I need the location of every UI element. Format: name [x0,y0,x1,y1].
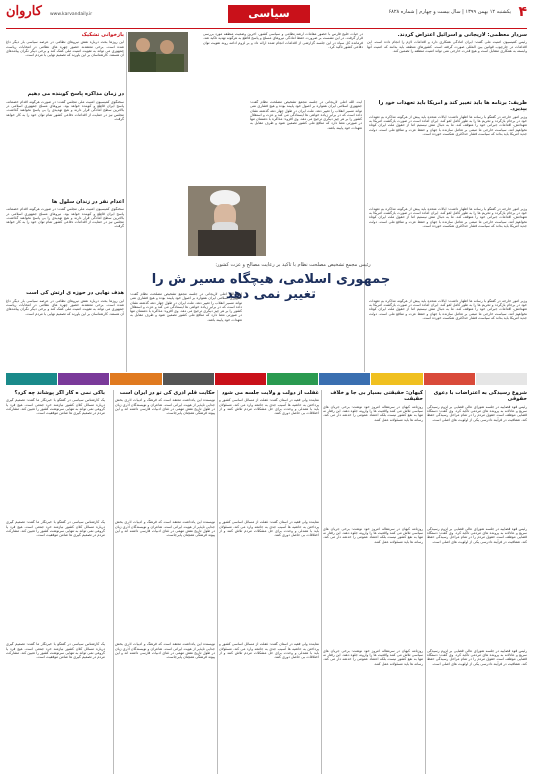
article-body: آیت الله آملی لاریجانی در جلسه مجمع تشخیص مصلحت نظام گفت: جمهوری اسلامی ایران همواره بر اصول خود پایبند بوده و هیچ فشاری نمی تواند مسیر انقلاب را تغییر دهد. ملت ایران در طول چهار دهه گذشته نشان داده است که در برابر زیاده خواهی ها ایستادگی می کند و عزت و استقلال کشور را بر هر چیز دیگری ترجیح می دهد. وی افزود: مذاکره با دشمنان تنها در صورتی معنا دارد که منافع ملی کشور تضمین شود و طرف مقابل به تعهدات خود پایبند باشد. [250,100,362,130]
article-subtitle: هدف نهایی در حوزه ی ارتش کی است [26,290,124,297]
article-body: رئیس کمیسیون امنیت ملی گفت: ایران آمادگی همکاری دارد و اقدامات لازم را انجام داده است. این اقدامات در چارچوب قوانین بین المللی صورت گرفته است. کشورهای منطقه باید بدانند که امنیت آنها وابسته به همکاری متقابل است و هیچ قدرت خارجی نمی تواند امنیت منطقه را تضمین کند. [367,40,527,53]
article-title: شروع رسیدگی به اعتراضات با دعوی حقوقی [433,390,527,403]
article-body: آیت الله آملی لاریجانی در جلسه مجمع تشخیص مصلحت نظام گفت: جمهوری اسلامی ایران همواره بر اصول خود پایبند بوده و هیچ فشاری نمی تواند مسیر انقلاب را تغییر دهد. ملت ایران در طول چهار دهه گذشته نشان داده است که در برابر زیاده خواهی ها ایستادگی می کند و عزت و استقلال کشور را بر هر چیز دیگری ترجیح می دهد. وی افزود: مذاکره با دشمنان تنها در صورتی معنا دارد که منافع ملی کشور تضمین شود و طرف مقابل به تعهدات خود پایبند باشد. [130,292,242,322]
article-body: نماینده ولی فقیه در استان گفت: غفلت از مسائل اساسی کشور و پرداختن به حاشیه ها آسیب جدی به جامعه وارد می کند. مسئولان باید با همدلی و وحدت برای حل مشکلات مردم تلاش کنند و از اختلافات بی حاصل دوری کنند. [219,642,319,660]
photo-official-portrait [188,186,266,256]
ad-banner[interactable] [215,373,266,385]
photo-officials [128,32,188,72]
section-title: سیاسی [228,5,310,23]
article-bottom-4 [115,390,215,774]
article-bottom-3 [219,390,319,774]
article-body: رئیس قوه قضاییه در جلسه شورای عالی قضایی بر لزوم رسیدگی سریع و عادلانه به پرونده های مردمی تاکید کرد. وی گفت: دستگاه قضایی موظف است حقوق مردم را در تمام مراحل رسیدگی حفظ کند. شفافیت در فرآیند دادرسی یکی از اولویت های اصلی است. [427,526,527,544]
article-bottom-5 [6,390,105,774]
article-left [6,32,124,372]
ad-strip [6,373,527,385]
article-body: وزیر امور خارجه در گفتگو با رسانه ها اظهار داشت: ایالات متحده باید پیش از هرگونه مذاکره به تعهدات خود در برجام بازگردد و تحریم ها را به طور کامل لغو کند. ایران آماده است در صورت بازگشت آمریکا به تعهداتش، اقدامات جبرانی خود را متوقف کند. ما به دنبال تنش نیستیم اما از حقوق ملت ایران کوتاه نخواهیم آمد. سیاست خارجی ما مبتنی بر تعامل سازنده با جهان و حفظ عزت و منافع ملی است. دولت جدید آمریکا باید بداند که سیاست فشار حداکثری شکست خورده است. [369,206,527,228]
ad-banner[interactable] [6,373,57,385]
article-title: کیهان: حقیقتی بسیار بی جا و خلاف حقیقت [330,390,423,403]
article-body: سخنگوی کمیسیون امنیت ملی مجلس گفت: در صورت هرگونه اقدام خصمانه، پاسخ ایران قاطع و کوبنده خواهد بود. نیروهای مسلح جمهوری اسلامی در بالاترین سطح آمادگی قرار دارند و هیچ تهدیدی را بی پاسخ نخواهند گذاشت. مجلس نیز در حمایت از اقدامات دفاعی کشور تمام توان خود را به کار خواهد گرفت. [6,99,124,121]
ad-banner[interactable] [319,373,370,385]
headline-body-right [250,100,362,372]
article-body: رئیس قوه قضاییه در جلسه شورای عالی قضایی بر لزوم رسیدگی سریع و عادلانه به پرونده های مردمی تاکید کرد. وی گفت: دستگاه قضایی موظف است حقوق مردم را در تمام مراحل رسیدگی حفظ کند. شفافیت در فرآیند دادرسی یکی از اولویت های اصلی است. [427,648,527,666]
article-body: روزنامه کیهان در سرمقاله امروز خود نوشت: برخی جریان های سیاسی تلاش می کنند واقعیت ها را وارونه جلوه دهند. این رفتار نه تنها به نفع کشور نیست بلکه اعتماد عمومی را خدشه دار می کند. رسانه ها باید مسئولانه عمل کنند. [323,648,423,666]
headline-kicker: رئیس مجمع تشخیص مصلحت نظام با تاکید بر رعایت مصالح و عزت کشور: [215,262,371,268]
article-body: این روزها بحث درباره نقش نیروهای نظامی در عرصه سیاسی بار دیگر داغ شده است. برخی معتقدند حضور چهره های نظامی در انتخابات ریاست جمهوری می تواند به تقویت امنیت ملی کمک کند و برخی دیگر نگران پیامدهای آن هستند. کارشناسان بر این باورند که تصمیم نهایی با مردم است. [6,298,124,316]
headline-body-left [130,292,242,372]
newspaper-logo: کاروان [6,4,42,19]
article-body: نویسنده این یادداشت معتقد است که فرهنگ و ادبیات آذری بخش جدایی ناپذیر از هویت ایرانی است. شاعران و نویسندگان آذری زبان در طول تاریخ نقش مهمی در غنای ادبیات فارسی داشته اند و این پیوند فرهنگی همچنان پابرجاست. [115,398,215,416]
article-title: باکی نمی ه کار اگر پوشاند چه کرد؟ [14,390,105,396]
article-body: وزیر امور خارجه در گفتگو با رسانه ها اظهار داشت: ایالات متحده باید پیش از هرگونه مذاکره به تعهدات خود در برجام بازگردد و تحریم ها را به طور کامل لغو کند. ایران آماده است در صورت بازگشت آمریکا به تعهداتش، اقدامات جبرانی خود را متوقف کند. ما به دنبال تنش نیستیم اما از حقوق ملت ایران کوتاه نخواهیم آمد. سیاست خارجی ما مبتنی بر تعامل سازنده با جهان و حفظ عزت و منافع ملی است. دولت جدید آمریکا باید بداند که سیاست فشار حداکثری شکست خورده است. [369,114,527,136]
page-number: ۴ [518,4,527,20]
article-subtitle: اعدام نفر در زندان سلول ها [51,198,124,205]
article-body: یک کارشناس سیاسی در گفتگو با خبرنگار ما گفت: تصمیم گیری درباره مسائل کلان کشور نیازمند خرد جمعی است. هیچ فرد یا گروهی نمی تواند به تنهایی سرنوشت کشور را تعیین کند. مشارکت مردم در تصمیم گیری ها ضامن موفقیت است. [6,398,105,416]
article-body: سخنگوی کمیسیون امنیت ملی مجلس گفت: در صورت هرگونه اقدام خصمانه، پاسخ ایران قاطع و کوبنده خواهد بود. نیروهای مسلح جمهوری اسلامی در بالاترین سطح آمادگی قرار دارند و هیچ تهدیدی را بی پاسخ نخواهند گذاشت. مجلس نیز در حمایت از اقدامات دفاعی کشور تمام توان خود را به کار خواهد گرفت. [6,207,124,229]
main-headline: جمهوری اسلامی، هیچگاه مسیر ش را تغییر نمی دهد [151,272,391,302]
ad-banner[interactable] [424,373,475,385]
article-top-right [367,32,527,94]
article-bottom-2 [323,390,423,774]
article-body: یک کارشناس سیاسی در گفتگو با خبرنگار ما گفت: تصمیم گیری درباره مسائل کلان کشور نیازمند خرد جمعی است. هیچ فرد یا گروهی نمی تواند به تنهایی سرنوشت کشور را تعیین کند. مشارکت مردم در تصمیم گیری ها ضامن موفقیت است. [6,642,105,660]
article-body: نماینده ولی فقیه در استان گفت: غفلت از مسائل اساسی کشور و پرداختن به حاشیه ها آسیب جدی به جامعه وارد می کند. مسئولان باید با همدلی و وحدت برای حل مشکلات مردم تلاش کنند و از اختلافات بی حاصل دوری کنند. [219,520,319,538]
article-title: در زمان مذاکره پاسخ کوبنده می دهیم [27,91,124,98]
ad-banner[interactable] [267,373,318,385]
column-divider [217,390,218,774]
article-right [369,100,527,372]
column-divider [126,32,127,372]
column-divider [321,390,322,774]
column-divider [425,390,426,774]
article-body: روزنامه کیهان در سرمقاله امروز خود نوشت: برخی جریان های سیاسی تلاش می کنند واقعیت ها را وارونه جلوه دهند. این رفتار نه تنها به نفع کشور نیست بلکه اعتماد عمومی را خدشه دار می کند. رسانه ها باید مسئولانه عمل کنند. [323,526,423,544]
article-body: در حیات خلیج فارس با حضور مقامات ارشد نظامی و سیاسی کشور، آخرین وضعیت منطقه مورد بررسی قرار گرفت. در این نشست بر ضرورت حفظ آمادگی نیروهای مسلح و پاسخ قاطع به هرگونه تهدید تاکید شد. فرمانده کل سپاه در این جلسه گزارشی از اقدامات انجام شده ارائه داد و بر لزوم ادامه روند تقویت توان دفاعی کشور تاکید کرد. [203,32,363,49]
page-header [6,4,527,28]
ad-banner[interactable] [58,373,109,385]
article-title: سردار معظمی: لاریجانی و اسرائیل اعتراض کردند. [397,32,527,38]
column-divider [364,100,365,372]
ad-banner[interactable] [371,373,422,385]
article-bottom-1 [427,390,527,774]
date-line: یکشنبه ۱۲ بهمن ۱۳۹۹ | سال بیست و چهارم | شماره ۶۸۲۸ [388,9,511,15]
article-title: ظریف: برنامه ها باید تغییر کند و آمریکا باید تعهدات خود را بپذیرد. [378,100,527,113]
ad-banner[interactable] [163,373,214,385]
article-title: حکایت قلم آذری کی تو در ایران است [119,390,215,396]
column-divider [113,390,114,774]
article-body: وزیر امور خارجه در گفتگو با رسانه ها اظهار داشت: ایالات متحده باید پیش از هرگونه مذاکره به تعهدات خود در برجام بازگردد و تحریم ها را به طور کامل لغو کند. ایران آماده است در صورت بازگشت آمریکا به تعهداتش، اقدامات جبرانی خود را متوقف کند. ما به دنبال تنش نیستیم اما از حقوق ملت ایران کوتاه نخواهیم آمد. سیاست خارجی ما مبتنی بر تعامل سازنده با جهان و حفظ عزت و منافع ملی است. دولت جدید آمریکا باید بداند که سیاست فشار حداکثری شکست خورده است. [369,298,527,320]
article-body: روزنامه کیهان در سرمقاله امروز خود نوشت: برخی جریان های سیاسی تلاش می کنند واقعیت ها را وارونه جلوه دهند. این رفتار نه تنها به نفع کشور نیست بلکه اعتماد عمومی را خدشه دار می کند. رسانه ها باید مسئولانه عمل کنند. [323,404,423,422]
article-top-middle [203,32,363,72]
article-title: بازخوانی تشکیک [81,32,124,38]
article-body: یک کارشناس سیاسی در گفتگو با خبرنگار ما گفت: تصمیم گیری درباره مسائل کلان کشور نیازمند خرد جمعی است. هیچ فرد یا گروهی نمی تواند به تنهایی سرنوشت کشور را تعیین کند. مشارکت مردم در تصمیم گیری ها ضامن موفقیت است. [6,520,105,538]
article-body: نویسنده این یادداشت معتقد است که فرهنگ و ادبیات آذری بخش جدایی ناپذیر از هویت ایرانی است. شاعران و نویسندگان آذری زبان در طول تاریخ نقش مهمی در غنای ادبیات فارسی داشته اند و این پیوند فرهنگی همچنان پابرجاست. [115,520,215,538]
article-body: رئیس قوه قضاییه در جلسه شورای عالی قضایی بر لزوم رسیدگی سریع و عادلانه به پرونده های مردمی تاکید کرد. وی گفت: دستگاه قضایی موظف است حقوق مردم را در تمام مراحل رسیدگی حفظ کند. شفافیت در فرآیند دادرسی یکی از اولویت های اصلی است. [427,404,527,422]
header-divider [6,28,527,29]
website[interactable]: www.karvandaily.ir [50,12,93,17]
article-body: نماینده ولی فقیه در استان گفت: غفلت از مسائل اساسی کشور و پرداختن به حاشیه ها آسیب جدی به جامعه وارد می کند. مسئولان باید با همدلی و وحدت برای حل مشکلات مردم تلاش کنند و از اختلافات بی حاصل دوری کنند. [219,398,319,416]
article-body: این روزها بحث درباره نقش نیروهای نظامی در عرصه سیاسی بار دیگر داغ شده است. برخی معتقدند حضور چهره های نظامی در انتخابات ریاست جمهوری می تواند به تقویت امنیت ملی کمک کند و برخی دیگر نگران پیامدهای آن هستند. کارشناسان بر این باورند که تصمیم نهایی با مردم است. [6,40,124,58]
ad-banner[interactable] [476,373,527,385]
article-body: نویسنده این یادداشت معتقد است که فرهنگ و ادبیات آذری بخش جدایی ناپذیر از هویت ایرانی است. شاعران و نویسندگان آذری زبان در طول تاریخ نقش مهمی در غنای ادبیات فارسی داشته اند و این پیوند فرهنگی همچنان پابرجاست. [115,642,215,660]
ad-banner[interactable] [110,373,161,385]
article-title: غفلت از دولت و ولایت جلسه می شود [221,390,319,396]
